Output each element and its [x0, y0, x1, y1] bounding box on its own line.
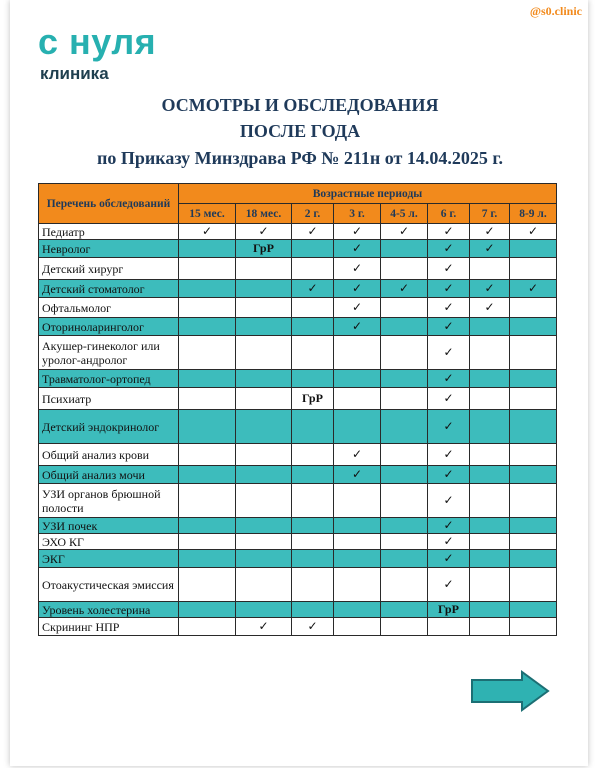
empty-cell [179, 258, 236, 280]
check-icon [334, 240, 381, 258]
table-row [39, 518, 557, 534]
empty-cell [179, 318, 236, 336]
table-row [39, 240, 557, 258]
empty-cell [510, 518, 557, 534]
exam-name: ЭКГ [39, 550, 179, 568]
check-mark: ✓ [351, 447, 363, 461]
empty-cell [470, 466, 510, 484]
empty-cell [381, 484, 428, 518]
table-row [39, 388, 557, 410]
empty-cell [470, 550, 510, 568]
empty-cell [179, 484, 236, 518]
empty-cell [381, 258, 428, 280]
check-mark: ✓ [443, 371, 454, 385]
empty-cell [179, 602, 236, 618]
check-mark: ✓ [307, 281, 318, 295]
check-mark: ✓ [443, 261, 454, 275]
check-icon [179, 224, 236, 240]
check-icon [334, 280, 381, 298]
empty-cell [334, 410, 381, 444]
title-line-2: ПОСЛЕ ГОДА [239, 121, 361, 141]
empty-cell [292, 534, 334, 550]
empty-cell [179, 370, 236, 388]
check-mark: ✓ [258, 224, 269, 238]
empty-cell [292, 258, 334, 280]
check-icon [334, 444, 381, 466]
empty-cell [510, 534, 557, 550]
check-mark: ✓ [443, 493, 454, 507]
empty-cell [510, 298, 557, 318]
check-icon [292, 280, 334, 298]
age-periods-header: Возрастные периоды [179, 184, 557, 204]
empty-cell [470, 318, 510, 336]
empty-cell [510, 602, 557, 618]
exam-name: Детский хирург [39, 258, 179, 280]
check-mark: ✓ [443, 534, 454, 548]
check-mark: ✓ [443, 577, 454, 591]
check-mark: ✓ [443, 391, 454, 405]
check-mark: ✓ [443, 447, 454, 461]
table-row [39, 280, 557, 298]
check-icon [334, 318, 381, 336]
empty-cell [292, 602, 334, 618]
empty-cell [236, 258, 292, 280]
empty-cell [470, 258, 510, 280]
check-icon [236, 224, 292, 240]
table-row [39, 318, 557, 336]
check-mark: ✓ [398, 224, 410, 238]
empty-cell [381, 388, 428, 410]
check-mark: ✓ [443, 551, 454, 565]
table-row [39, 410, 557, 444]
check-mark: ✓ [527, 281, 539, 295]
empty-cell [381, 318, 428, 336]
check-icon [292, 224, 334, 240]
empty-cell [179, 568, 236, 602]
check-mark: ✓ [443, 281, 454, 295]
check-mark: ✓ [443, 300, 454, 314]
exam-table [38, 183, 557, 636]
empty-cell [381, 618, 428, 636]
empty-cell [334, 370, 381, 388]
empty-cell [292, 466, 334, 484]
empty-cell [470, 336, 510, 370]
empty-cell [292, 484, 334, 518]
empty-cell [236, 298, 292, 318]
check-mark: ✓ [443, 467, 454, 481]
check-mark: ✓ [307, 619, 318, 633]
table-row [39, 258, 557, 280]
empty-cell [334, 388, 381, 410]
exam-name: Уровень холестерина [39, 602, 179, 618]
check-icon [428, 258, 470, 280]
empty-cell [510, 388, 557, 410]
empty-cell [179, 534, 236, 550]
check-icon [236, 618, 292, 636]
check-icon [428, 370, 470, 388]
check-icon [381, 224, 428, 240]
empty-cell [334, 336, 381, 370]
exam-name: Психиатр [39, 388, 179, 410]
risk-group-mark: ГрР [236, 240, 292, 258]
table-row [39, 484, 557, 518]
exam-name: Детский эндокринолог [39, 410, 179, 444]
empty-cell [510, 484, 557, 518]
empty-cell [470, 518, 510, 534]
empty-cell [381, 370, 428, 388]
empty-cell [292, 298, 334, 318]
empty-cell [292, 568, 334, 602]
period-header: 2 г. [292, 204, 334, 224]
empty-cell [179, 410, 236, 444]
empty-cell [381, 568, 428, 602]
empty-cell [236, 388, 292, 410]
empty-cell [334, 568, 381, 602]
instagram-handle: @s0.clinic [529, 4, 582, 18]
empty-cell [381, 240, 428, 258]
empty-cell [381, 518, 428, 534]
title-line-1: ОСМОТРЫ И ОБСЛЕДОВАНИЯ [161, 95, 439, 115]
exam-name: Травматолог-ортопед [39, 370, 179, 388]
empty-cell [236, 602, 292, 618]
empty-cell [334, 618, 381, 636]
empty-cell [381, 466, 428, 484]
period-header: 15 мес. [179, 204, 236, 224]
check-icon [470, 224, 510, 240]
check-icon [428, 224, 470, 240]
check-mark: ✓ [484, 281, 495, 295]
empty-cell [470, 568, 510, 602]
check-icon [428, 466, 470, 484]
empty-cell [334, 534, 381, 550]
empty-cell [381, 444, 428, 466]
empty-cell [381, 298, 428, 318]
exam-name: Скрининг НПР [39, 618, 179, 636]
check-mark: ✓ [484, 224, 495, 238]
table-row [39, 534, 557, 550]
table-row [39, 550, 557, 568]
check-icon [470, 280, 510, 298]
empty-cell [470, 388, 510, 410]
empty-cell [179, 298, 236, 318]
period-header: 6 г. [428, 204, 470, 224]
check-icon [428, 410, 470, 444]
empty-cell [381, 336, 428, 370]
exam-name: Офтальмолог [39, 298, 179, 318]
empty-cell [292, 336, 334, 370]
empty-cell [510, 336, 557, 370]
check-icon [428, 280, 470, 298]
check-icon [428, 336, 470, 370]
check-icon [428, 568, 470, 602]
exam-name: ЭХО КГ [39, 534, 179, 550]
empty-cell [470, 444, 510, 466]
check-mark: ✓ [398, 281, 410, 295]
empty-cell [470, 370, 510, 388]
empty-cell [510, 370, 557, 388]
empty-cell [292, 318, 334, 336]
empty-cell [236, 534, 292, 550]
empty-cell [236, 280, 292, 298]
empty-cell [236, 370, 292, 388]
check-mark: ✓ [351, 300, 363, 314]
empty-cell [292, 550, 334, 568]
check-mark: ✓ [443, 419, 454, 433]
empty-cell [179, 336, 236, 370]
check-mark: ✓ [201, 224, 213, 238]
exam-name: УЗИ почек [39, 518, 179, 534]
table-row [39, 568, 557, 602]
check-mark: ✓ [258, 619, 269, 633]
empty-cell [470, 602, 510, 618]
check-icon [334, 224, 381, 240]
check-icon [334, 258, 381, 280]
check-icon [428, 444, 470, 466]
right-arrow-icon [470, 670, 550, 712]
check-icon [428, 534, 470, 550]
empty-cell [510, 568, 557, 602]
empty-cell [510, 258, 557, 280]
table-row [39, 466, 557, 484]
empty-cell [470, 618, 510, 636]
check-icon [428, 318, 470, 336]
empty-cell [179, 280, 236, 298]
empty-cell [179, 240, 236, 258]
empty-cell [334, 550, 381, 568]
empty-cell [470, 410, 510, 444]
check-mark: ✓ [351, 261, 363, 275]
exams-column-header: Перечень обследований [39, 184, 179, 224]
check-mark: ✓ [351, 319, 363, 333]
empty-cell [179, 388, 236, 410]
empty-cell [236, 444, 292, 466]
empty-cell [510, 410, 557, 444]
period-header: 4-5 л. [381, 204, 428, 224]
check-icon [428, 518, 470, 534]
empty-cell [381, 534, 428, 550]
exam-name: Акушер-гинеколог или уролог-андролог [39, 336, 179, 370]
next-page-arrow[interactable] [470, 670, 550, 717]
empty-cell [179, 550, 236, 568]
check-mark: ✓ [484, 241, 495, 255]
empty-cell [236, 568, 292, 602]
exam-name: УЗИ органов брюшной полости [39, 484, 179, 518]
table-row [39, 618, 557, 636]
empty-cell [236, 466, 292, 484]
exam-name: Детский стоматолог [39, 280, 179, 298]
check-icon [470, 298, 510, 318]
check-mark: ✓ [527, 224, 539, 238]
check-icon [428, 298, 470, 318]
empty-cell [510, 444, 557, 466]
check-icon [428, 550, 470, 568]
check-mark: ✓ [443, 518, 454, 532]
exam-name: Педиатр [39, 224, 179, 240]
empty-cell [292, 410, 334, 444]
empty-cell [381, 550, 428, 568]
empty-cell [292, 370, 334, 388]
check-icon [470, 240, 510, 258]
empty-cell [510, 550, 557, 568]
empty-cell [334, 484, 381, 518]
title-line-3: по Приказу Минздрава РФ № 211н от 14.04.2025 г. [96, 148, 504, 168]
check-icon [428, 240, 470, 258]
check-icon [292, 618, 334, 636]
check-mark: ✓ [351, 281, 363, 295]
empty-cell [510, 240, 557, 258]
empty-cell [510, 618, 557, 636]
empty-cell [292, 444, 334, 466]
check-mark: ✓ [351, 224, 363, 238]
exam-name: Невролог [39, 240, 179, 258]
check-mark: ✓ [351, 467, 363, 481]
clinic-logo: с нуля [38, 21, 157, 62]
empty-cell [236, 318, 292, 336]
table-row [39, 370, 557, 388]
clinic-logo-subtitle: клиника [40, 64, 109, 83]
check-mark: ✓ [443, 241, 454, 255]
check-mark: ✓ [351, 241, 363, 255]
check-icon [428, 388, 470, 410]
empty-cell [236, 518, 292, 534]
exam-name: Общий анализ крови [39, 444, 179, 466]
empty-cell [236, 410, 292, 444]
check-icon [381, 280, 428, 298]
check-mark: ✓ [307, 224, 318, 238]
check-icon [334, 466, 381, 484]
exam-name: Оториноларинголог [39, 318, 179, 336]
exam-name: Отоакустическая эмиссия [39, 568, 179, 602]
empty-cell [381, 410, 428, 444]
table-row [39, 602, 557, 618]
empty-cell [179, 466, 236, 484]
check-icon [428, 484, 470, 518]
table-row [39, 444, 557, 466]
period-header: 3 г. [334, 204, 381, 224]
check-mark: ✓ [443, 319, 454, 333]
check-mark: ✓ [443, 224, 454, 238]
period-header: 8-9 л. [510, 204, 557, 224]
empty-cell [334, 518, 381, 534]
empty-cell [179, 444, 236, 466]
empty-cell [428, 618, 470, 636]
check-mark: ✓ [484, 300, 495, 314]
exam-name: Общий анализ мочи [39, 466, 179, 484]
check-icon [510, 280, 557, 298]
empty-cell [292, 518, 334, 534]
empty-cell [334, 602, 381, 618]
empty-cell [179, 518, 236, 534]
empty-cell [292, 240, 334, 258]
empty-cell [510, 466, 557, 484]
risk-group-mark: ГрР [292, 388, 334, 410]
empty-cell [179, 618, 236, 636]
period-header: 18 мес. [236, 204, 292, 224]
empty-cell [510, 318, 557, 336]
risk-group-mark: ГрР [428, 602, 470, 618]
empty-cell [236, 484, 292, 518]
empty-cell [236, 336, 292, 370]
table-row [39, 224, 557, 240]
empty-cell [381, 602, 428, 618]
check-icon [510, 224, 557, 240]
check-mark: ✓ [443, 345, 454, 359]
table-row [39, 336, 557, 370]
empty-cell [236, 550, 292, 568]
period-header: 7 г. [470, 204, 510, 224]
check-icon [334, 298, 381, 318]
table-row [39, 298, 557, 318]
empty-cell [470, 534, 510, 550]
empty-cell [470, 484, 510, 518]
